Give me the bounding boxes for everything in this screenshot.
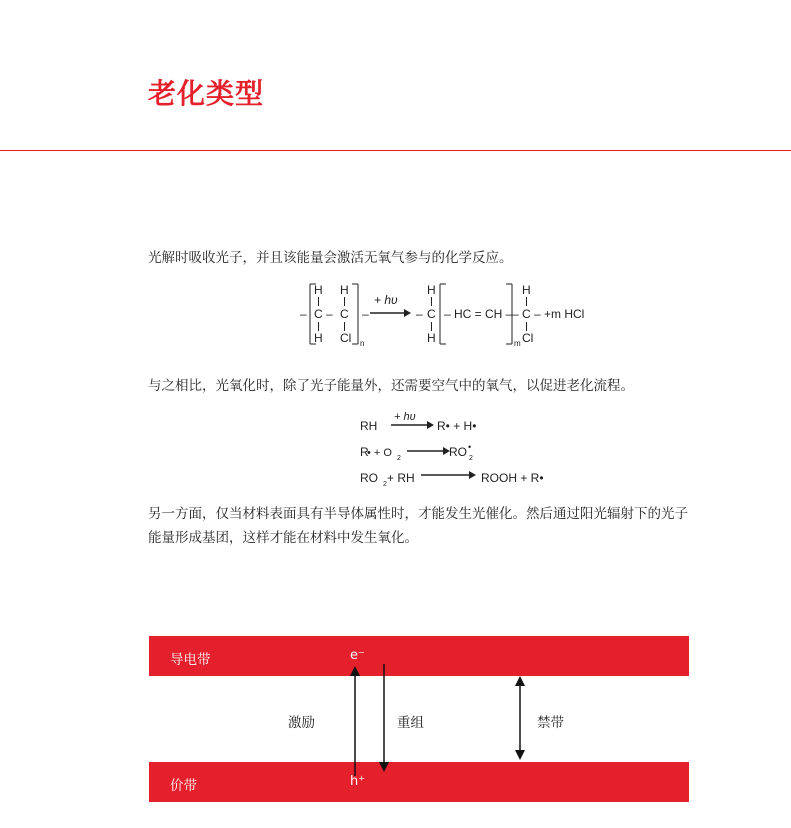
- c-1: C: [314, 307, 323, 321]
- sub-m: m: [514, 339, 521, 348]
- band-arrows: [340, 660, 540, 776]
- dash-p2: –: [512, 307, 519, 321]
- excitation-arrow: [350, 666, 360, 676]
- hc-ch: – HC = CH –: [444, 307, 513, 321]
- cl-4: Cl: [522, 331, 534, 345]
- recombination-label: 重组: [397, 715, 424, 731]
- r-radical: R: [360, 445, 369, 459]
- paragraph-photocatalysis: 另一方面，仅当材料表面具有半导体属性时，才能发生光催化。然后通过阳光辐射下的光子能量形成基团，这样才能在材料中发生氧化。: [148, 506, 688, 546]
- ro2: RO: [449, 445, 467, 459]
- c-3: C: [427, 307, 436, 321]
- h-bottom-1: H: [314, 331, 323, 345]
- arrow-1: [427, 421, 434, 429]
- rh-1: RH: [360, 419, 378, 433]
- valence-band-label: 价带: [170, 778, 197, 794]
- c-2: C: [340, 307, 349, 321]
- left-close-bracket: [352, 284, 358, 344]
- reaction-arrow: [404, 309, 411, 317]
- r-plus-h: R• + H•: [437, 419, 477, 433]
- photolysis-formula: [290, 280, 620, 352]
- title-divider: [0, 150, 791, 151]
- plus-o: • + O: [367, 447, 392, 459]
- h-top-3: H: [427, 283, 436, 297]
- conduction-band-label: 导电带: [170, 652, 211, 668]
- rooh: ROOH + R•: [481, 471, 544, 485]
- arrow-3: [469, 471, 476, 479]
- c-4: C: [522, 307, 531, 321]
- ro2-left-sub: 2: [383, 481, 387, 488]
- ro2-sup: •: [468, 442, 472, 452]
- cl-1: Cl: [340, 331, 352, 345]
- band-gap-arrow-bottom: [515, 750, 525, 760]
- page-title: 老化类型: [148, 77, 265, 110]
- hv-label: + hʋ: [374, 293, 398, 307]
- band-gap-arrow-top: [515, 676, 525, 686]
- dash-p1: –: [416, 307, 423, 321]
- sub-n: n: [360, 339, 365, 348]
- dash-left: –: [300, 307, 307, 321]
- paragraph-photolysis: 光解时吸收光子，并且该能量会激活无氧气参与的化学反应。: [148, 250, 513, 266]
- ro2-left: RO: [360, 471, 378, 485]
- o2-sub: 2: [397, 455, 401, 462]
- band-gap-label: 禁带: [537, 715, 564, 731]
- paragraph-photo-oxidation: 与之相比，光氧化时，除了光子能量外，还需要空气中的氧气，以促进老化流程。: [148, 378, 634, 394]
- electron-label: e⁻: [350, 648, 365, 663]
- hole-label: h⁺: [350, 774, 366, 789]
- h-top-1: H: [314, 283, 323, 297]
- h-top-2: H: [340, 283, 349, 297]
- h-top-4: H: [522, 283, 531, 297]
- ro2-sub: 2: [469, 455, 473, 462]
- hv-2: + hʋ: [394, 411, 416, 423]
- hcl-tail: – +m HCl: [534, 307, 585, 321]
- h-bottom-3: H: [427, 331, 436, 345]
- plus-rh: + RH: [387, 471, 415, 485]
- recombination-arrow: [379, 762, 389, 772]
- photooxidation-formula: [355, 408, 555, 490]
- dash-after-n: –: [362, 307, 369, 321]
- excitation-label: 激励: [288, 715, 315, 731]
- dash-cc: –: [326, 307, 333, 321]
